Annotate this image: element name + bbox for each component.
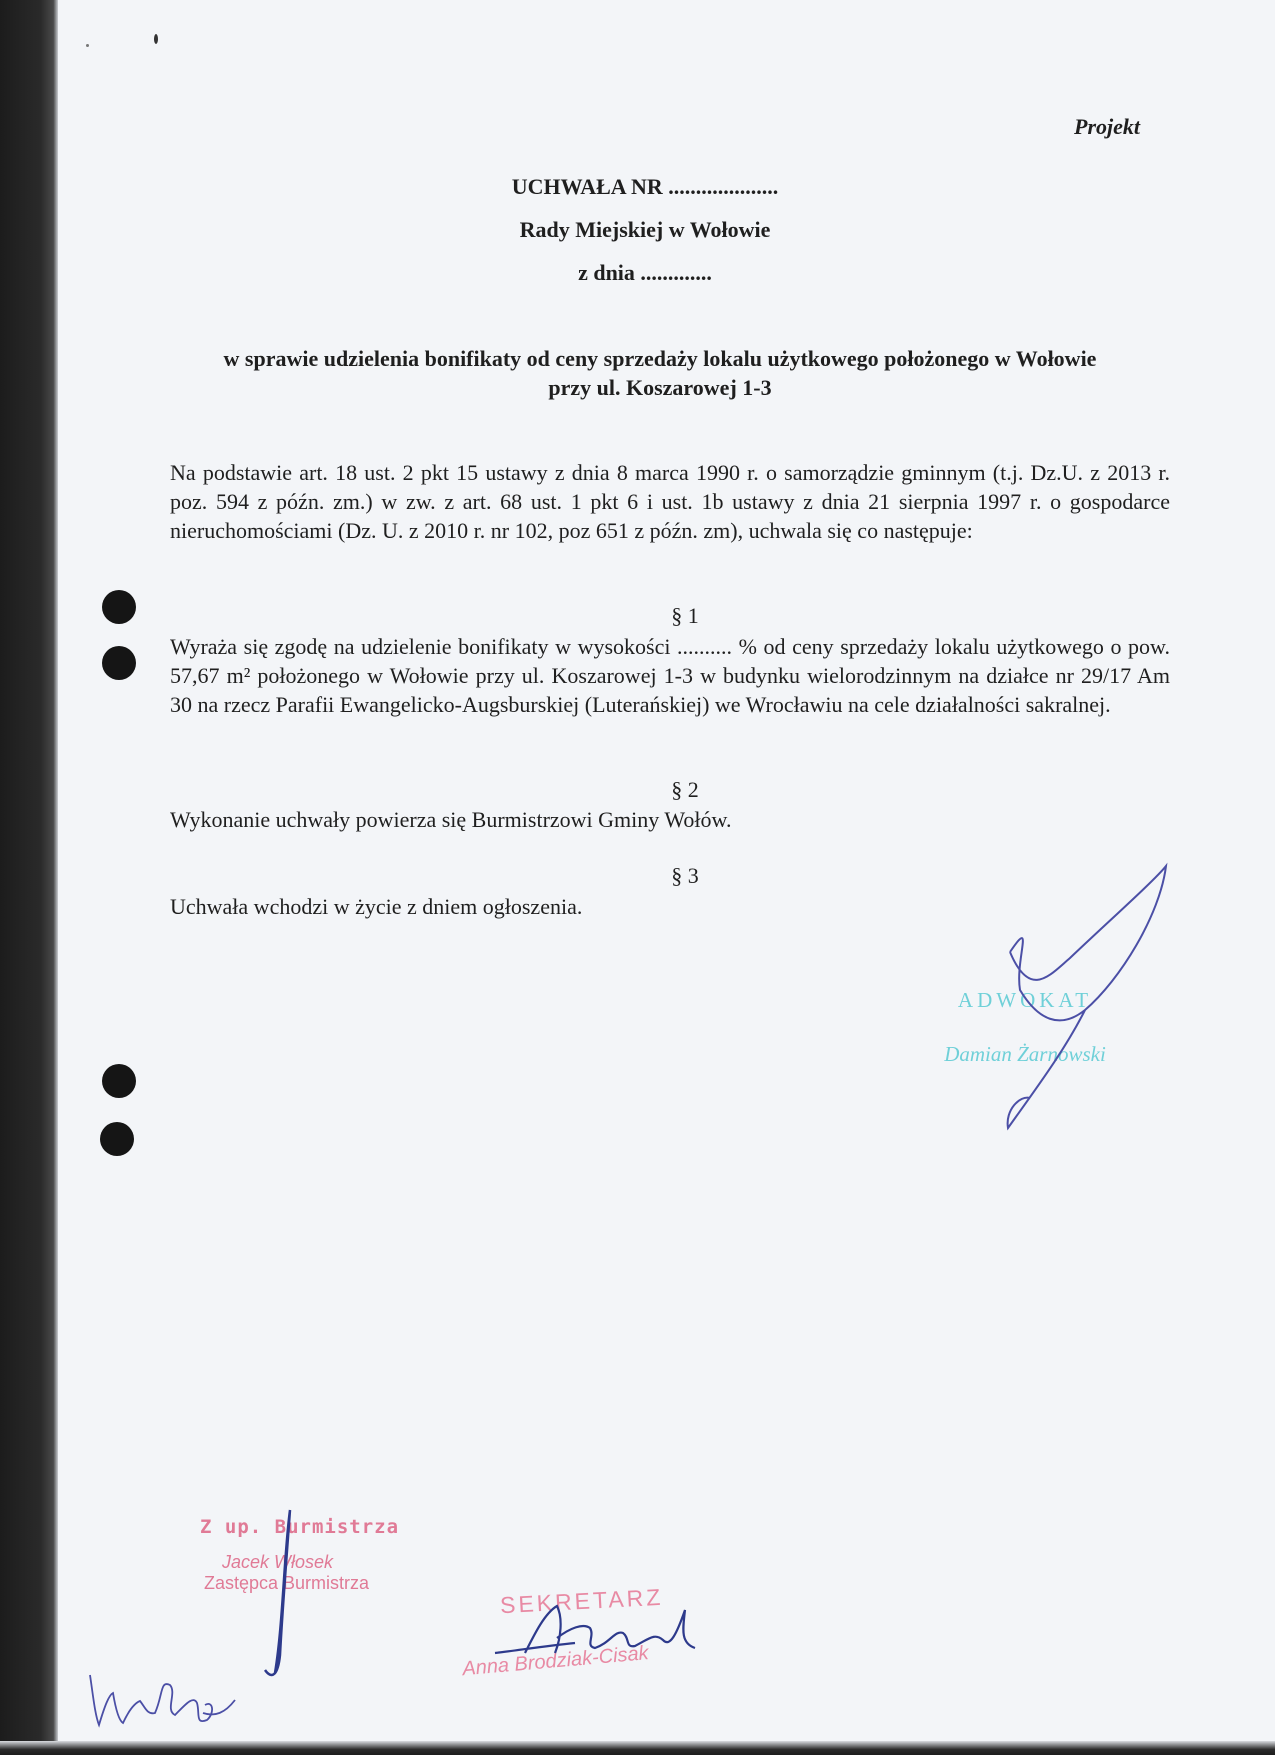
resolution-subject [160, 344, 1160, 402]
subject-line: w sprawie udzielenia bonifikaty od ceny sprzedaży lokalu użytkowego położonego w Wołowie [223, 346, 1097, 371]
lawyer-signature [990, 860, 1190, 1140]
mayor-stamp-name: Jacek Włosek [222, 1552, 334, 1572]
subject-line: przy ul. Koszarowej 1-3 [548, 375, 772, 400]
deputy-mayor-signature [250, 1505, 330, 1705]
legal-basis-paragraph: Na podstawie art. 18 ust. 2 pkt 15 ustawy z dnia 8 marca 1990 r. o samorządzie gminnym (t.j. Dz.U. z 2013 r. poz. 594 z późn. zm.) w zw. z art. 68 ust. 1 pkt 6 i ust. 1b ustawy z dnia 21 sierpnia 1997 r. o gospodarce nieruchomościami (Dz. U. z 2010 r. nr 102, poz 651 z późn. zm), uchwala się co następuje: [170, 460, 1170, 543]
section-text-1: Wyraża się zgodę na udzielenie bonifikaty w wysokości .......... % od ceny sprzedaży lokalu użytkowego o pow. 57,67 m² położonego w Wołowie przy ul. Koszarowej 1-3 w budynku wielorodzinnym na działce nr 29/17 Am 30 na rzecz Parafii Ewangelicko-Augsburskiej (Luterańskiej) we Wrocławiu na cele działalności sakralnej. [170, 634, 1170, 717]
draft-label: Projekt [1074, 114, 1140, 139]
secretary-stamp-name: Anna Brodziak-Cisak [461, 1642, 650, 1681]
resolution-number: UCHWAŁA NR .................... [511, 174, 779, 199]
handwritten-initials [85, 1665, 255, 1745]
section-mark-3: § 3 [671, 863, 699, 888]
punch-hole [102, 646, 136, 680]
resolution-date: z dnia ............. [578, 260, 712, 285]
mayor-stamp-title: Z up. Burmistrza [200, 1516, 400, 1538]
punch-hole [100, 1122, 134, 1156]
punch-hole [102, 1064, 136, 1098]
scan-speck [154, 34, 158, 44]
section-text-3: Uchwała wchodzi w życie z dniem ogłoszenia. [170, 894, 583, 919]
lawyer-stamp-name: Damian Żarnowski [944, 1042, 1106, 1066]
section-mark-1: § 1 [671, 603, 699, 628]
scan-speck [86, 44, 89, 47]
lawyer-stamp-title: ADWOKAT [957, 988, 1093, 1012]
section-text-2: Wykonanie uchwały powierza się Burmistrzowi Gminy Wołów. [170, 807, 732, 832]
scan-left-edge [0, 0, 58, 1755]
secretary-stamp-title: SEKRETARZ [499, 1583, 664, 1619]
punch-hole [102, 590, 136, 624]
section-mark-2: § 2 [671, 777, 699, 802]
mayor-stamp-role: Zastępca Burmistrza [204, 1573, 370, 1593]
secretary-signature [485, 1598, 715, 1678]
council-name: Rady Miejskiej w Wołowie [519, 217, 771, 242]
